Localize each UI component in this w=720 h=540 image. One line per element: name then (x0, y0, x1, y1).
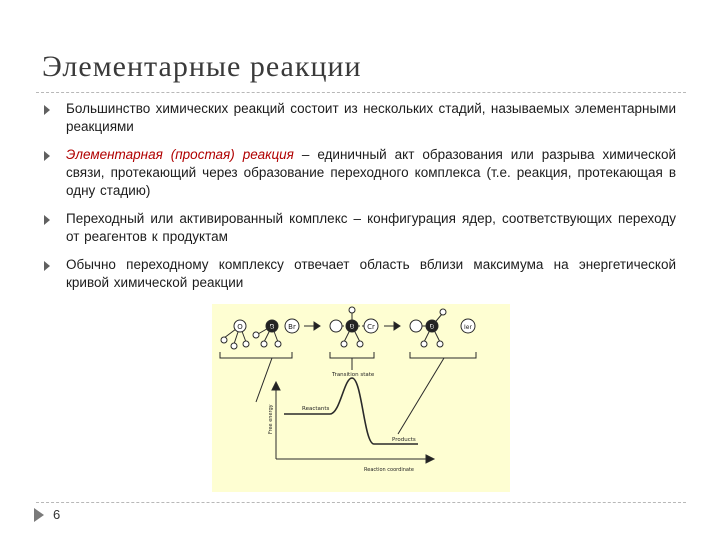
molecule-transition (330, 307, 378, 347)
bullet-text: Переходный или активированный комплекс – конфигурация ядер, соответствующих переходу от реагентов к продуктам (66, 211, 676, 244)
title-divider (36, 92, 686, 93)
reactants-bracket (220, 352, 292, 358)
bullet-item (40, 256, 676, 292)
reactants-connector (256, 358, 272, 402)
label-x-axis: Reaction coordinate (364, 467, 414, 473)
label-reactants: Reactants (302, 406, 330, 412)
reaction-diagram (212, 304, 510, 492)
molecule-products (410, 309, 475, 347)
bullet-item (40, 146, 676, 200)
atom-label: Br (288, 323, 296, 331)
slide-title: Элементарные реакции (42, 50, 362, 83)
label-y-axis: Free energy (268, 404, 274, 434)
bullet-text: Обычно переходному комплексу отвечает область вблизи максимума на энергетической кривой химической реакции (66, 257, 676, 290)
products-bracket (410, 352, 476, 358)
reaction-energy-figure (212, 304, 510, 492)
atom-label: B (269, 323, 275, 331)
page-mark-icon (34, 508, 44, 522)
label-products: Products (392, 437, 416, 443)
footer-divider (36, 502, 686, 503)
bullet-text: Большинство химических реакций состоит из нескольких стадий, называемых элементарными реакциями (66, 101, 676, 134)
atom-label: Ier (464, 324, 472, 331)
bullet-term: Элементарная (простая) реакция (66, 147, 294, 162)
atom-label: B (429, 323, 435, 331)
molecule-reactants (221, 319, 299, 349)
bullet-arrow-icon (44, 261, 50, 271)
bullet-list (40, 100, 676, 302)
transition-bracket (330, 352, 374, 358)
atom-label: Cr (367, 323, 375, 331)
label-transition-state: Transition state (332, 372, 375, 378)
bullet-arrow-icon (44, 151, 50, 161)
bullet-item (40, 210, 676, 246)
page-number: 6 (53, 507, 61, 522)
products-connector (398, 358, 444, 434)
bullet-definition: – единичный акт образования или разрыва химической связи, протекающий через образование переходного комплекса (т.е. реакция, протекающая в одну стадию) (66, 147, 676, 198)
bullet-arrow-icon (44, 215, 50, 225)
atom-label: O (237, 323, 243, 331)
atom-label: B (349, 323, 355, 331)
bullet-text (66, 146, 676, 200)
bullet-arrow-icon (44, 105, 50, 115)
bullet-item (40, 100, 676, 136)
